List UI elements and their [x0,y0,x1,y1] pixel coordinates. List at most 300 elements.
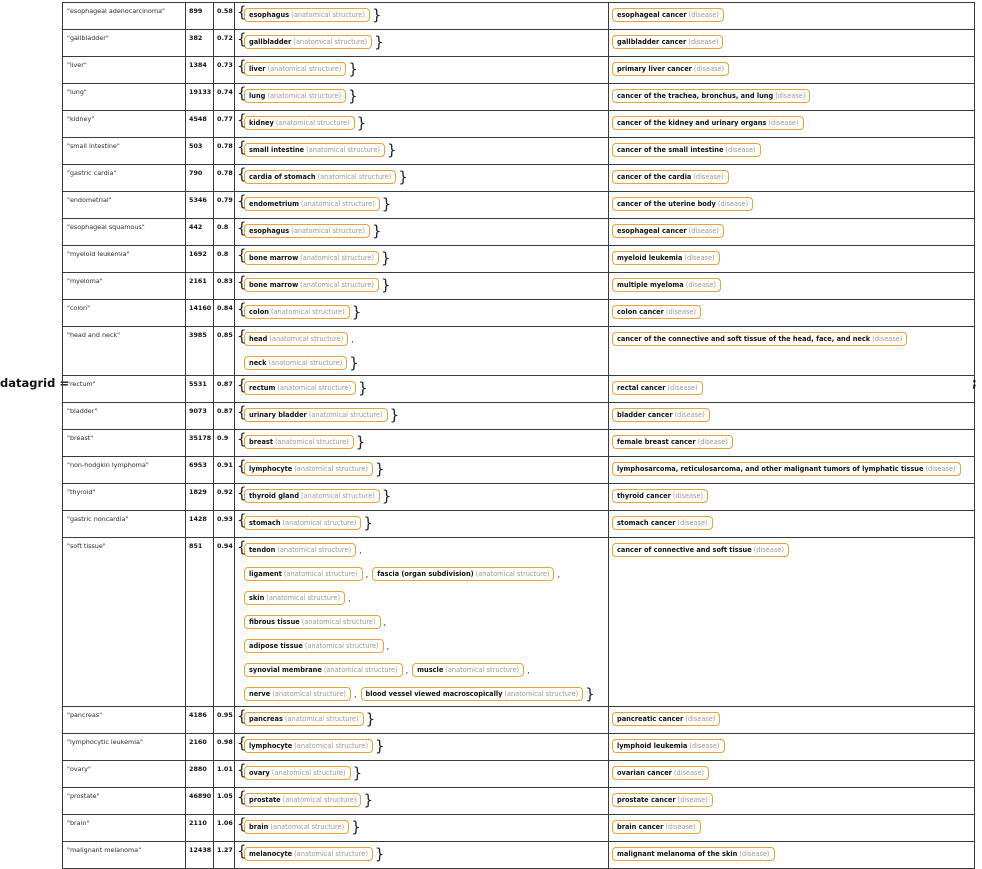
cancer-type-cell: "head and neck" [63,327,186,376]
disease-line [609,192,974,216]
disease-cell [609,815,975,842]
disease-entity-type: (disease) [677,796,708,804]
ratio-cell: 1.01 [214,761,235,788]
anatomy-line [235,246,608,270]
disease-entity[interactable] [612,543,789,557]
anatomy-cell [235,30,609,57]
table-row [63,815,975,842]
anatomy-entity[interactable] [244,739,373,753]
anatomy-entity-type: (anatomical structure) [282,519,357,527]
disease-entity[interactable] [612,332,907,346]
disease-cell [609,219,975,246]
cancer-type-cell: "lymphocytic leukemia" [63,734,186,761]
open-brace: { [237,484,247,502]
table-row [63,484,975,511]
anatomy-entity-name: colon [249,308,269,316]
anatomy-entity[interactable] [244,170,396,184]
anatomy-entity[interactable] [244,116,355,130]
table-row [63,30,975,57]
table-row [63,84,975,111]
anatomy-entity[interactable] [244,278,379,292]
disease-line [609,327,974,351]
disease-line [609,457,974,481]
anatomy-entity[interactable] [244,332,348,346]
anatomy-entity-name: kidney [249,119,274,127]
disease-entity[interactable] [612,35,723,49]
anatomy-entity[interactable] [244,663,403,677]
anatomy-entity[interactable] [244,820,349,834]
anatomy-entity-type: (anatomical structure) [271,769,346,777]
ratio-cell: 0.74 [214,84,235,111]
anatomy-entity-name: esophagus [249,227,290,235]
anatomy-cell [235,84,609,111]
ratio-cell: 0.8 [214,219,235,246]
anatomy-line [235,376,608,400]
disease-entity-type: (disease) [872,335,903,343]
disease-cell [609,484,975,511]
anatomy-line [235,3,608,27]
disease-entity[interactable] [612,116,804,130]
anatomy-entity[interactable] [244,543,356,557]
disease-entity[interactable] [612,435,733,449]
anatomy-cell [235,707,609,734]
disease-entity-type: (disease) [688,38,719,46]
close-brace: } [380,276,391,294]
anatomy-entity[interactable] [244,766,351,780]
open-brace: { [237,761,247,779]
disease-entity-type: (disease) [717,200,749,208]
anatomy-entity[interactable] [244,381,356,395]
disease-line [609,511,974,535]
anatomy-entity-name: pancreas [249,715,283,723]
anatomy-line [235,273,608,297]
case-count-cell: 4548 [186,111,214,138]
anatomy-entity[interactable] [244,639,384,653]
ratio-cell: 0.98 [214,734,235,761]
disease-entity[interactable] [612,381,703,395]
close-brace: } [380,249,391,267]
anatomy-entity-name: prostate [249,796,281,804]
open-brace: { [237,403,247,421]
anatomy-list [235,84,608,108]
open-brace: { [237,815,247,833]
disease-entity-name: cancer of the uterine body [617,200,716,208]
close-brace: } [381,487,392,505]
statement-terminator: ; [972,376,977,390]
disease-line [609,734,974,758]
disease-entity-type: (disease) [775,92,806,100]
anatomy-entity-name: rectum [249,384,276,392]
disease-line [609,788,974,812]
case-count-cell: 35178 [186,430,214,457]
anatomy-entity-type: (anatomical structure) [274,438,349,446]
disease-entity[interactable] [612,408,710,422]
cancer-type-cell: "prostate" [63,788,186,815]
anatomy-line [235,562,608,586]
anatomy-entity-type: (anatomical structure) [270,823,345,831]
disease-entity[interactable] [612,89,810,103]
anatomy-entity-type: (anatomical structure) [277,384,352,392]
anatomy-entity-name: thyroid gland [249,492,300,500]
ratio-cell: 1.06 [214,815,235,842]
disease-entity[interactable] [612,516,713,530]
disease-entity-name: stomach cancer [617,519,676,527]
anatomy-cell [235,192,609,219]
anatomy-entity[interactable] [244,89,346,103]
anatomy-entity[interactable] [244,435,354,449]
close-brace: } [375,460,385,478]
close-brace: } [374,33,384,51]
disease-cell [609,300,975,327]
disease-entity-name: cancer of the small intestine [617,146,724,154]
anatomy-entity[interactable] [244,687,351,701]
anatomy-entity[interactable] [244,793,361,807]
disease-line [609,138,974,162]
anatomy-list [235,538,608,706]
disease-entity[interactable] [612,62,729,76]
disease-entity-name: cancer of the cardia [617,173,692,181]
disease-entity[interactable] [612,766,709,780]
disease-cell [609,707,975,734]
anatomy-entity-type: (anatomical structure) [300,281,374,289]
comma: , [354,689,357,699]
anatomy-entity-name: brain [249,823,269,831]
table-row [63,327,975,376]
open-brace: { [237,788,247,806]
anatomy-entity-name: stomach [249,519,281,527]
table-row [63,761,975,788]
anatomy-entity-name: ovary [249,769,270,777]
anatomy-entity[interactable] [244,591,345,605]
anatomy-entity[interactable] [244,712,364,726]
anatomy-line [235,351,608,375]
anatomy-entity[interactable] [244,62,346,76]
table-row [63,511,975,538]
disease-entity[interactable] [612,143,761,157]
open-brace: { [237,457,247,475]
anatomy-entity[interactable] [244,251,379,265]
case-count-cell: 46890 [186,788,214,815]
ratio-cell: 1.27 [214,842,235,869]
anatomy-entity[interactable] [361,687,584,701]
anatomy-line [235,815,608,839]
anatomy-entity[interactable] [244,305,350,319]
disease-entity[interactable] [612,489,708,503]
anatomy-entity-name: neck [249,359,267,367]
disease-line [609,300,974,324]
anatomy-line [235,57,608,81]
disease-entity-type: (disease) [925,465,956,473]
cancer-type-cell: "soft tissue" [63,538,186,707]
anatomy-entity-type: (anatomical structure) [294,742,369,750]
close-brace: } [371,222,382,240]
anatomy-entity[interactable] [244,462,373,476]
anatomy-list [235,30,608,54]
disease-entity-name: ovarian cancer [617,769,672,777]
cancer-type-cell: "esophageal squamous" [63,219,186,246]
anatomy-entity-name: nerve [249,690,271,698]
disease-entity-name: multiple myeloma [617,281,684,289]
anatomy-entity-name: skin [249,594,265,602]
anatomy-list [235,707,608,731]
cancer-type-cell: "myeloid leukemia" [63,246,186,273]
table-row [63,707,975,734]
disease-entity-type: (disease) [684,254,715,262]
disease-entity[interactable] [612,8,724,22]
anatomy-entity[interactable] [244,408,388,422]
anatomy-cell [235,457,609,484]
case-count-cell: 2880 [186,761,214,788]
cancer-type-cell: "non-hodgkin lymphoma" [63,457,186,484]
disease-entity-name: female breast cancer [617,438,696,446]
disease-cell [609,842,975,869]
anatomy-entity-name: synovial membrane [249,666,322,674]
disease-entity-name: myeloid leukemia [617,254,683,262]
open-brace: { [237,707,247,725]
close-brace: } [355,433,366,451]
disease-entity-name: pancreatic cancer [617,715,684,723]
disease-cell [609,84,975,111]
anatomy-list [235,376,608,400]
close-brace: } [398,168,408,186]
anatomy-cell [235,538,609,707]
anatomy-entity[interactable] [244,567,363,581]
anatomy-entity[interactable] [244,615,381,629]
anatomy-entity-type: (anatomical structure) [323,666,398,674]
cancer-type-cell: "liver" [63,57,186,84]
disease-entity[interactable] [612,739,725,753]
disease-entity-name: cancer of the trachea, bronchus, and lung [617,92,774,100]
disease-cell [609,511,975,538]
cancer-type-cell: "small intestine" [63,138,186,165]
close-brace: } [363,791,373,809]
comma: , [386,641,390,651]
close-brace: } [351,818,361,836]
anatomy-line [235,658,608,682]
ratio-cell: 0.84 [214,300,235,327]
close-brace: } [349,354,359,372]
cancer-type-cell: "kidney" [63,111,186,138]
anatomy-line [235,484,608,508]
anatomy-line [235,219,608,243]
anatomy-line [235,682,608,706]
anatomy-line [235,788,608,812]
disease-entity[interactable] [612,820,701,834]
ratio-cell: 0.73 [214,57,235,84]
disease-entity-type: (disease) [725,146,756,154]
disease-entity-name: prostate cancer [617,796,676,804]
table-row [63,842,975,869]
ratio-cell: 0.78 [214,165,235,192]
case-count-cell: 2161 [186,273,214,300]
anatomy-entity-name: small intestine [249,146,305,154]
comma: , [527,665,530,675]
anatomy-entity[interactable] [244,847,373,861]
disease-entity-type: (disease) [677,519,708,527]
disease-entity-type: (disease) [672,492,704,500]
table-row [63,57,975,84]
anatomy-cell [235,273,609,300]
anatomy-list [235,511,608,535]
close-brace: } [365,710,376,728]
anatomy-cell [235,511,609,538]
anatomy-entity-name: bone marrow [249,281,299,289]
cancer-type-cell: "bladder" [63,403,186,430]
anatomy-entity[interactable] [244,8,370,22]
anatomy-list [235,761,608,785]
anatomy-list [235,842,608,866]
anatomy-list [235,246,608,270]
disease-entity[interactable] [612,197,753,211]
table-row [63,273,975,300]
disease-entity-type: (disease) [667,384,698,392]
anatomy-line [235,30,608,54]
table-row [63,788,975,815]
anatomy-entity[interactable] [412,663,524,677]
disease-entity-name: esophageal cancer [617,227,687,235]
anatomy-entity-type: (anatomical structure) [504,690,579,698]
anatomy-line [235,707,608,731]
anatomy-entity[interactable] [244,197,380,211]
anatomy-line [235,327,608,351]
anatomy-entity-type: (anatomical structure) [317,173,392,181]
ratio-cell: 0.85 [214,327,235,376]
anatomy-entity-name: head [249,335,268,343]
anatomy-entity-type: (anatomical structure) [272,690,346,698]
anatomy-cell [235,815,609,842]
anatomy-entity-name: lymphocyte [249,742,293,750]
cancer-type-cell: "brain" [63,815,186,842]
close-brace: } [375,737,385,755]
open-brace: { [237,538,247,556]
disease-entity[interactable] [612,251,720,265]
disease-line [609,403,974,427]
anatomy-entity-type: (anatomical structure) [282,796,357,804]
disease-cell [609,734,975,761]
disease-entity-type: (disease) [673,769,705,777]
open-brace: { [237,219,247,237]
anatomy-entity[interactable] [244,516,361,530]
table-row [63,111,975,138]
anatomy-entity-name: urinary bladder [249,411,307,419]
anatomy-list [235,165,608,189]
close-brace: } [352,764,363,782]
disease-line [609,165,974,189]
anatomy-entity[interactable] [244,356,347,370]
anatomy-line [235,403,608,427]
anatomy-line [235,300,608,324]
ratio-cell: 0.91 [214,457,235,484]
cancer-type-cell: "ovary" [63,761,186,788]
anatomy-list [235,327,608,375]
disease-line [609,246,974,270]
ratio-cell: 0.78 [214,138,235,165]
anatomy-line [235,165,608,189]
open-brace: { [237,734,247,752]
ratio-cell: 0.92 [214,484,235,511]
table-row [63,403,975,430]
anatomy-entity-type: (anatomical structure) [291,227,365,235]
disease-entity[interactable] [612,224,724,238]
disease-entity-type: (disease) [688,227,719,235]
comma: , [359,545,362,555]
comma: , [405,665,409,675]
anatomy-entity-type: (anatomical structure) [291,11,365,19]
disease-entity[interactable] [612,712,720,726]
ratio-cell: 0.94 [214,538,235,707]
comma: , [351,334,354,344]
case-count-cell: 503 [186,138,214,165]
open-brace: { [237,376,247,394]
table-row [63,300,975,327]
anatomy-line [235,734,608,758]
open-brace: { [237,3,247,21]
disease-entity[interactable] [612,793,713,807]
disease-entity-name: esophageal cancer [617,11,687,19]
open-brace: { [237,57,247,75]
anatomy-entity[interactable] [244,489,380,503]
table-row [63,430,975,457]
anatomy-line [235,430,608,454]
anatomy-entity-type: (anatomical structure) [284,715,359,723]
close-brace: } [381,195,392,213]
close-brace: } [356,114,367,132]
anatomy-list [235,734,608,758]
cancer-type-cell: "gastric noncardia" [63,511,186,538]
disease-entity[interactable] [612,305,701,319]
anatomy-entity[interactable] [244,143,385,157]
anatomy-entity-name: gallbladder [249,38,292,46]
close-brace: } [348,87,358,105]
anatomy-cell [235,376,609,403]
anatomy-entity[interactable] [244,224,370,238]
disease-cell [609,376,975,403]
anatomy-list [235,430,608,454]
disease-entity-name: lymphosarcoma, reticulosarcoma, and other malignant tumors of lymphatic tissue [617,465,924,473]
anatomy-entity-name: lung [249,92,266,100]
close-brace: } [348,60,358,78]
anatomy-entity-type: (anatomical structure) [267,92,342,100]
ratio-cell: 0.9 [214,430,235,457]
cancer-type-cell: "lung" [63,84,186,111]
disease-entity-name: lymphoid leukemia [617,742,688,750]
anatomy-entity-type: (anatomical structure) [445,666,520,674]
close-brace: } [371,6,382,24]
disease-entity[interactable] [612,170,729,184]
anatomy-entity[interactable] [244,35,372,49]
anatomy-list [235,192,608,216]
anatomy-entity[interactable] [372,567,554,581]
disease-entity[interactable] [612,462,961,476]
disease-entity-type: (disease) [688,11,719,19]
anatomy-entity-type: (anatomical structure) [304,642,379,650]
case-count-cell: 790 [186,165,214,192]
anatomy-cell [235,430,609,457]
cancer-type-cell: "thyroid" [63,484,186,511]
disease-cell [609,165,975,192]
disease-line [609,30,974,54]
open-brace: { [237,273,247,291]
disease-entity[interactable] [612,847,775,861]
disease-entity[interactable] [612,278,721,292]
anatomy-entity-type: (anatomical structure) [306,146,380,154]
anatomy-line [235,511,608,535]
open-brace: { [237,430,247,448]
cancer-type-cell: "gastric cardia" [63,165,186,192]
anatomy-line [235,610,608,634]
anatomy-line [235,842,608,866]
disease-cell [609,138,975,165]
